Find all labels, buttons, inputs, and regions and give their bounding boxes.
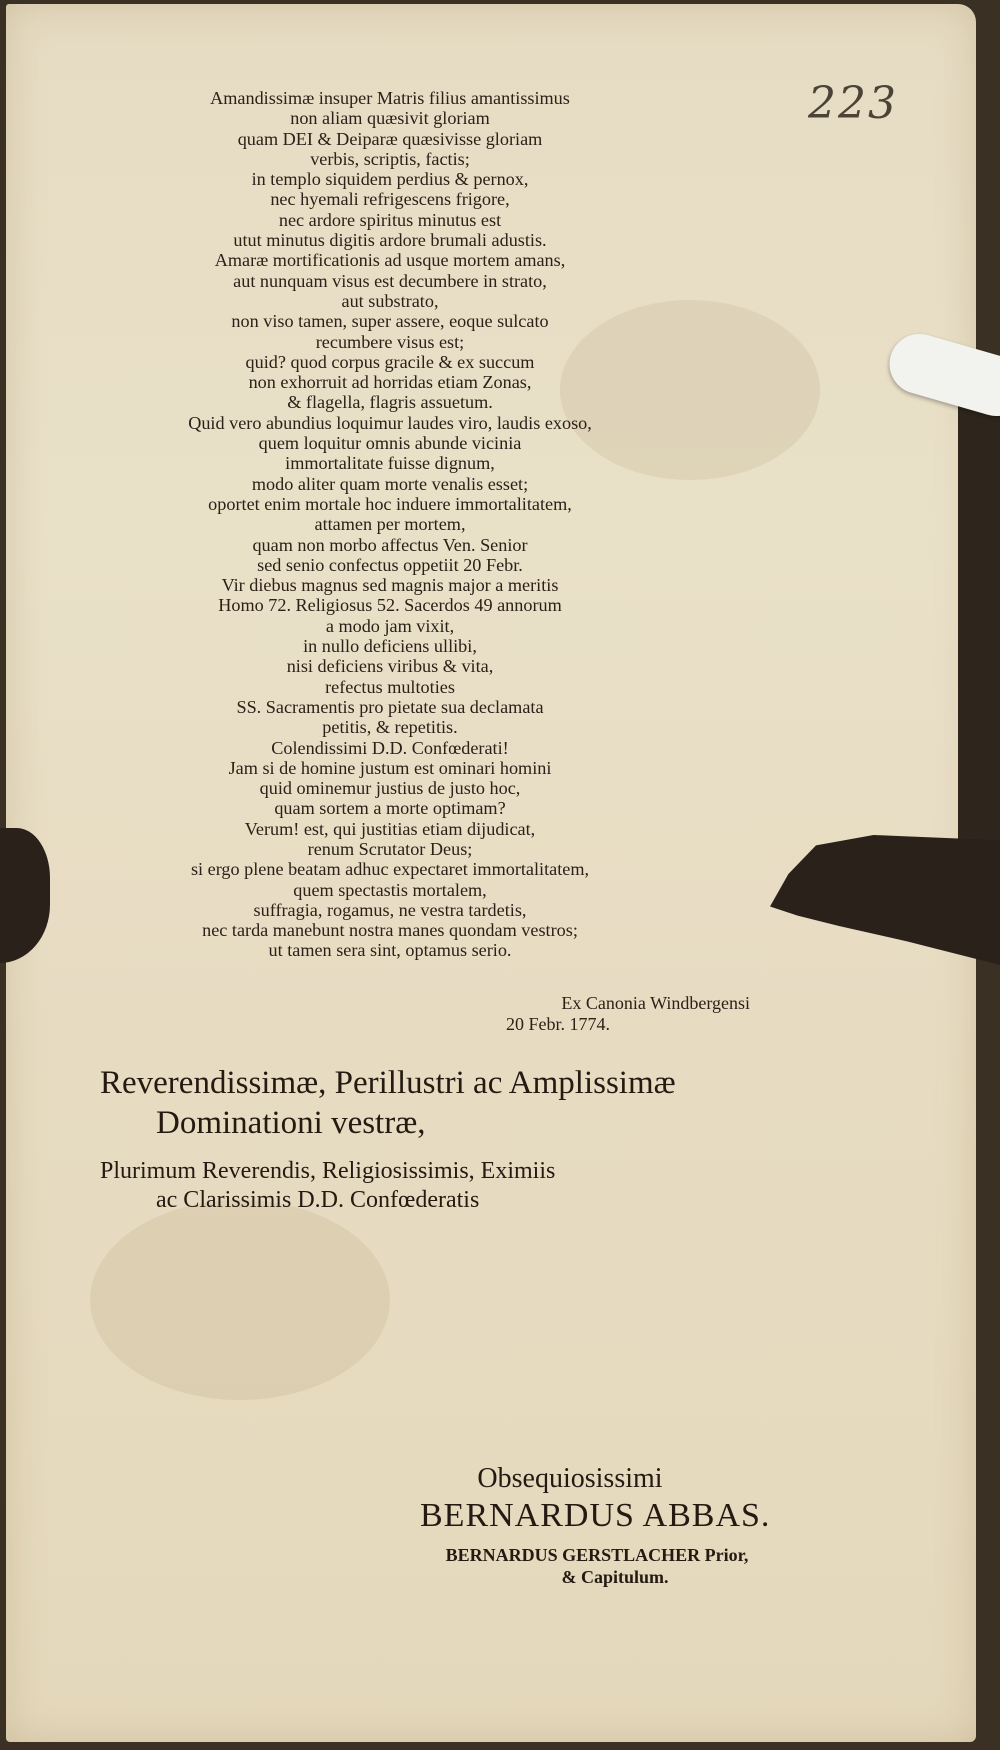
address-line-4: ac Clarissimis D.D. Confœderatis xyxy=(156,1187,480,1213)
address-line-3: Plurimum Reverendis, Religiosissimis, Eximiis xyxy=(100,1158,556,1184)
poem-line: Amandissimæ insuper Matris filius amantissimus xyxy=(210,88,570,108)
poem-line: in templo siquidem perdius & pernox, xyxy=(251,169,529,190)
folio-number: 223 xyxy=(808,78,898,129)
poem-line: aut nunquam visus est decumbere in strato, xyxy=(233,270,547,291)
signature-prior: BERNARDUS GERSTLACHER Prior, xyxy=(445,1545,749,1565)
poem-line: Amaræ mortificationis ad usque mortem amans, xyxy=(214,250,566,271)
page-edge-shadow xyxy=(958,380,1000,840)
paper-stain xyxy=(90,1200,390,1400)
poem-line: nec ardore spiritus minutus est xyxy=(278,209,502,230)
poem-line: utut minutus digitis ardore brumali adustis. xyxy=(233,230,547,251)
poem-line: attamen per mortem, xyxy=(314,514,466,535)
address-heading xyxy=(100,1063,676,1215)
poem-line: non exhorruit ad horridas etiam Zonas, xyxy=(248,372,532,393)
poem-line: quid? quod corpus gracile & ex succum xyxy=(245,351,535,372)
poem-line: nec tarda manebunt nostra manes quondam vestros; xyxy=(202,920,578,941)
poem-line: non viso tamen, super assere, eoque sulcato xyxy=(231,311,549,332)
signature-abbot: BERNARDUS ABBAS. xyxy=(420,1497,771,1534)
place-line: Ex Canonia Windbergensi xyxy=(561,993,750,1013)
poem-line: verbis, scriptis, factis; xyxy=(310,148,470,169)
poem-line: refectus multoties xyxy=(325,676,455,697)
poem-line: si ergo plene beatam adhuc expectaret immortalitatem, xyxy=(190,859,590,880)
poem-line: quem loquitur omnis abunde vicinia xyxy=(258,433,522,454)
poem-line: quam DEI & Deiparæ quæsivisse gloriam xyxy=(237,128,543,149)
place-date-block xyxy=(420,993,750,1035)
poem-line: sed senio confectus oppetiit 20 Febr. xyxy=(257,554,523,575)
poem-line: oportet enim mortale hoc induere immortalitatem, xyxy=(208,493,572,514)
date-line: 20 Febr. 1774. xyxy=(505,1014,610,1034)
poem-line: Quid vero abundius loquimur laudes viro, laudis exoso, xyxy=(188,412,592,433)
poem-line: modo aliter quam morte venalis esset; xyxy=(251,473,529,494)
poem-line: Vir diebus magnus sed magnis major a meritis xyxy=(221,575,559,596)
address-line-2: Dominationi vestræ, xyxy=(156,1105,426,1141)
poem-line: quam non morbo affectus Ven. Senior xyxy=(252,534,528,555)
poem-line: ut tamen sera sint, optamus serio. xyxy=(268,940,512,961)
poem-line: in nullo deficiens ullibi, xyxy=(303,636,477,657)
poem-line: nec hyemali refrigescens frigore, xyxy=(270,189,510,210)
poem-line: quid ominemur justius de justo hoc, xyxy=(259,778,521,799)
poem-line: SS. Sacramentis pro pietate sua declamata xyxy=(236,696,544,717)
poem-line: immortalitate fuisse dignum, xyxy=(285,453,495,474)
poem-line: recumbere visus est; xyxy=(315,331,465,352)
poem-line: petitis, & repetitis. xyxy=(322,717,458,738)
poem-line: nisi deficiens viribus & vita, xyxy=(286,656,494,677)
poem-line: Verum! est, qui justitias etiam dijudicat, xyxy=(244,818,536,839)
poem-line: & flagella, flagris assuetum. xyxy=(287,392,493,413)
poem-line: Jam si de homine justum est ominari homini xyxy=(228,757,552,778)
poem-line: suffragia, rogamus, ne vestra tardetis, xyxy=(253,899,527,920)
poem-line: non aliam quæsivit gloriam xyxy=(290,108,490,129)
poem-line: aut substrato, xyxy=(341,290,439,311)
signature-block xyxy=(380,1462,771,1588)
poem-line: Colendissimi D.D. Confœderati! xyxy=(271,737,509,758)
poem-line: Homo 72. Religiosus 52. Sacerdos 49 annorum xyxy=(218,595,562,616)
signature-chapter: & Capitulum. xyxy=(561,1567,669,1587)
address-line-1: Reverendissimæ, Perillustri ac Amplissimæ xyxy=(100,1065,676,1101)
poem-text-block xyxy=(120,88,660,961)
poem-line: quam sortem a morte optimam? xyxy=(274,798,506,819)
poem-line: a modo jam vixit, xyxy=(325,615,455,636)
poem-line: quem spectastis mortalem, xyxy=(293,879,487,900)
signature-closing: Obsequiosissimi xyxy=(477,1463,663,1494)
poem-line: renum Scrutator Deus; xyxy=(307,838,473,859)
